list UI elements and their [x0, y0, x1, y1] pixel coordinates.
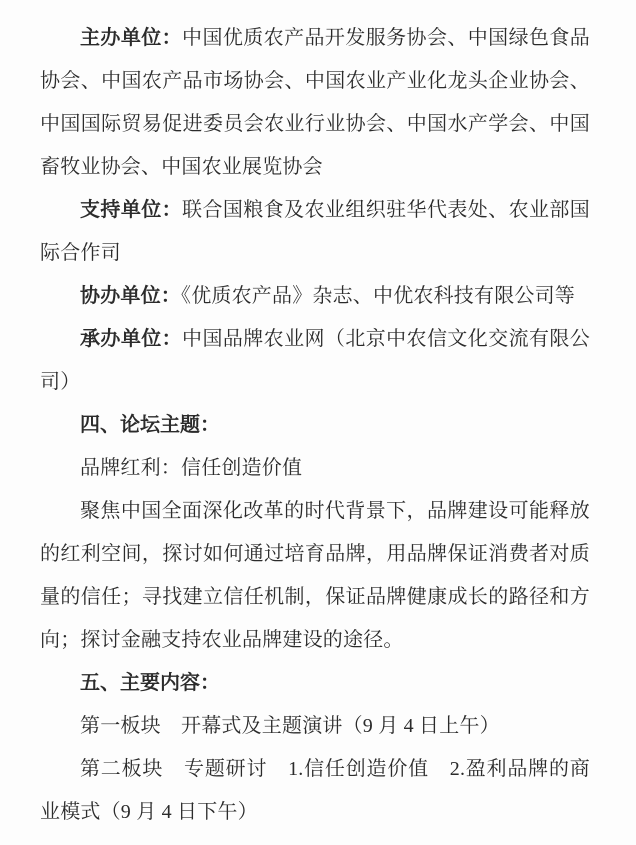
text-co-organizers: 《优质农产品》杂志、中优农科技有限公司等 — [181, 285, 575, 307]
paragraph-undertaker — [40, 318, 590, 404]
paragraph-session-1: 第一板块 开幕式及主题演讲（9 月 4 日上午） — [80, 715, 500, 737]
paragraph-theme-description: 聚焦中国全面深化改革的时代背景下，品牌建设可能释放的红利空间，探讨如何通过培育品牌，用品牌保证消费者对质量的信任；寻找建立信任机制，保证品牌健康成长的路径和方向；探讨金融支持农业品牌建设的途径。 — [40, 500, 590, 651]
label-host-organizations: 主办单位： — [80, 27, 183, 49]
text-supporting-organizations: 联合国粮食及农业组织驻华代表处、农业部国际合作司 — [40, 199, 591, 264]
paragraph-host-organizations — [40, 17, 590, 189]
text-undertaker: 中国品牌农业网（北京中农信文化交流有限公司） — [40, 328, 591, 393]
heading-main-content: 五、主要内容： — [80, 672, 220, 694]
text-host-organizations: 中国优质农产品开发服务协会、中国绿色食品协会、中国农产品市场协会、中国农业产业化龙头企业协会、中国国际贸易促进委员会农业行业协会、中国水产学会、中国畜牧业协会、中国农业展览协会 — [40, 27, 591, 178]
paragraph-session-2: 第二板块 专题研讨 1.信任创造价值 2.盈利品牌的商业模式（9 月 4 日下午） — [40, 758, 590, 823]
heading-forum-theme: 四、论坛主题： — [80, 414, 220, 436]
paragraph-co-organizers — [40, 275, 590, 318]
label-co-organizers: 协办单位： — [80, 285, 181, 307]
label-supporting-organizations: 支持单位： — [80, 199, 183, 221]
paragraph-theme-slogan: 品牌红利：信任创造价值 — [80, 457, 303, 479]
paragraph-supporting-organizations — [40, 189, 590, 275]
label-undertaker: 承办单位： — [80, 328, 183, 350]
